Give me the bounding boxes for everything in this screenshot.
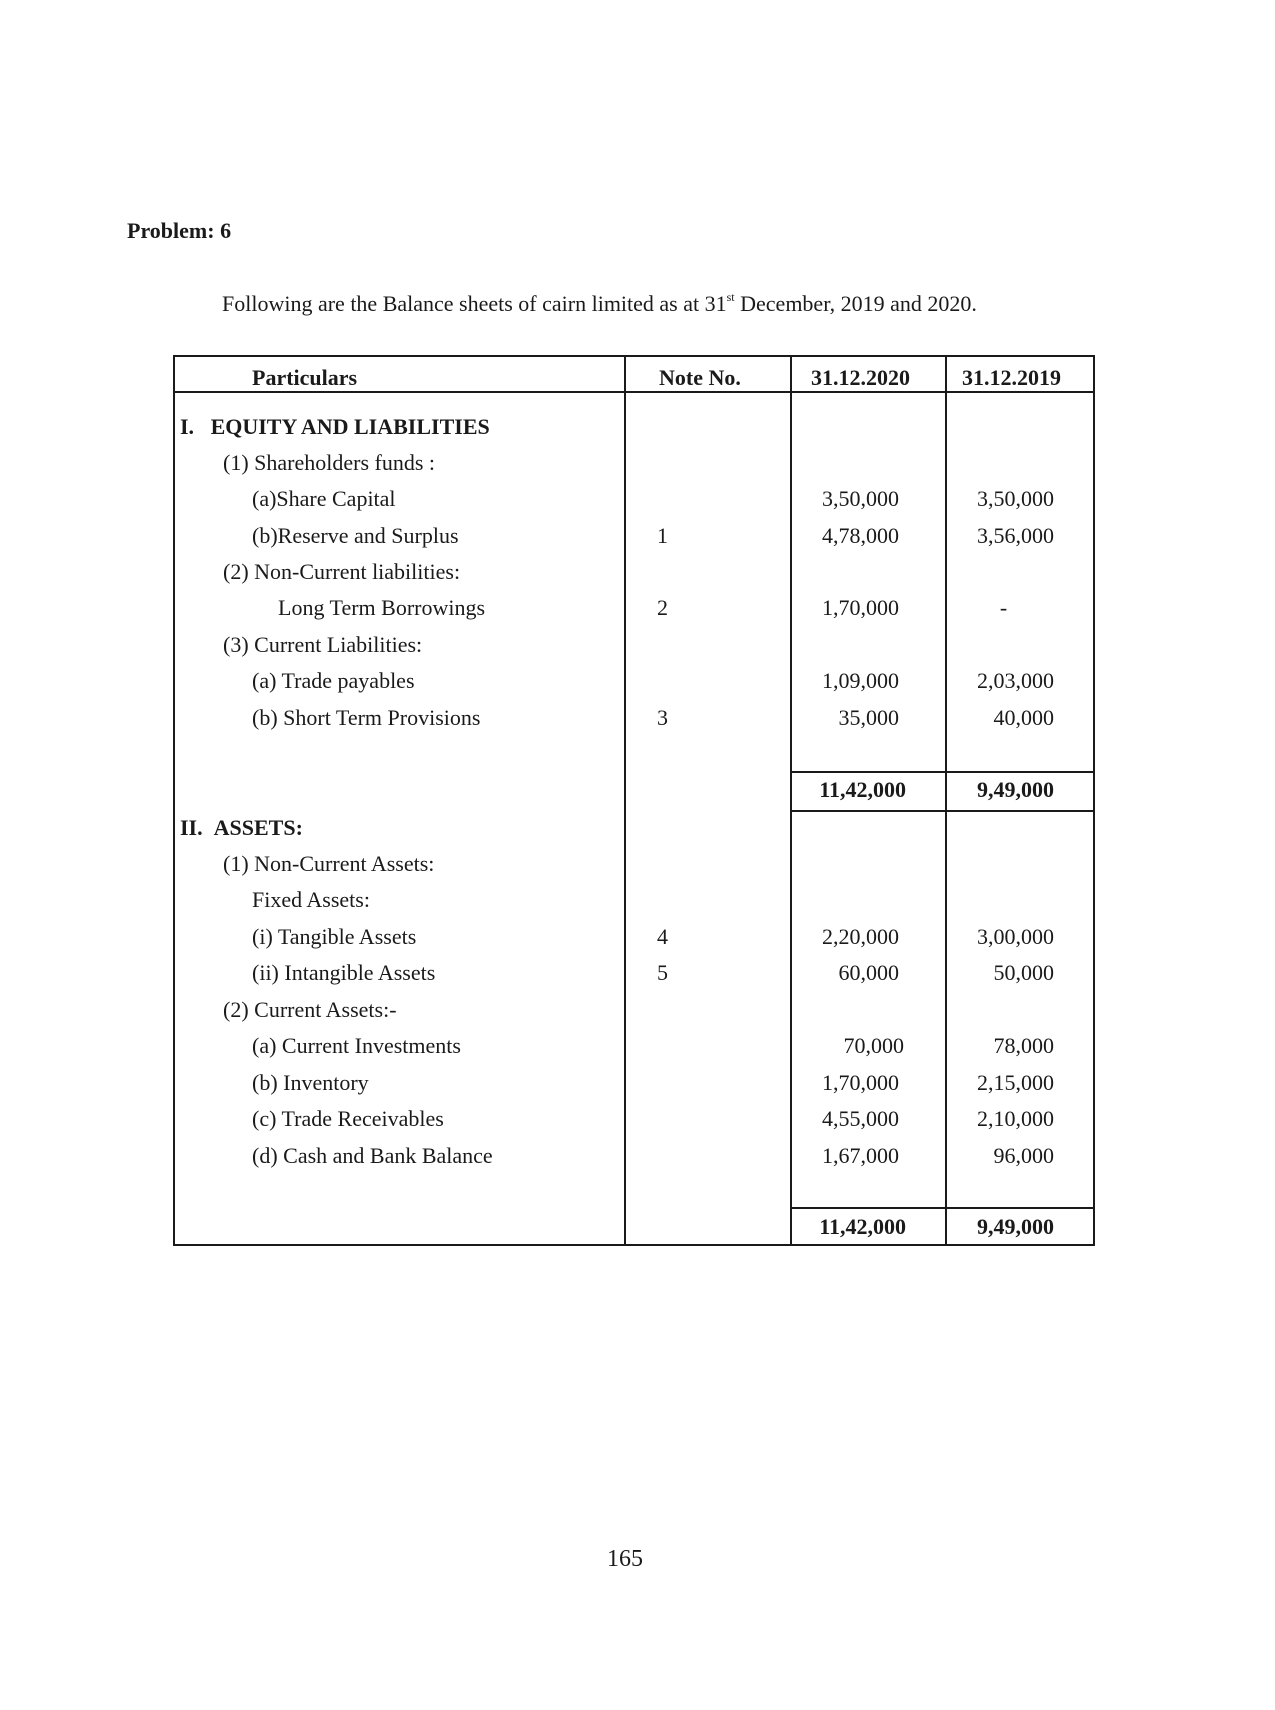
row-label: (ii) Intangible Assets — [252, 960, 436, 985]
row-note: 3 — [657, 705, 668, 730]
intro-text-end: December, 2019 and 2020. — [734, 291, 977, 316]
row-value-2019: 40,000 — [993, 705, 1054, 730]
table-border-left — [173, 355, 175, 1246]
row-value-2020: 1,09,000 — [822, 668, 899, 693]
row-value-2019: 3,50,000 — [977, 486, 1054, 511]
header-2019: 31.12.2019 — [962, 365, 1061, 390]
total-liabilities-2020: 11,42,000 — [819, 777, 906, 802]
row-label: Fixed Assets: — [252, 887, 370, 912]
section-assets: II. ASSETS: — [180, 815, 303, 840]
page-number: 165 — [607, 1546, 643, 1572]
row-value-2020: 4,78,000 — [822, 523, 899, 548]
row-value-2020: 1,70,000 — [822, 1070, 899, 1095]
table-border-top — [173, 355, 1095, 357]
assets-total-top-line — [790, 1207, 1095, 1209]
column-divider-2019 — [945, 355, 947, 1246]
row-value-2020: 1,70,000 — [822, 595, 899, 620]
row-value-2019: 2,10,000 — [977, 1106, 1054, 1131]
column-divider-2020 — [790, 355, 792, 1246]
row-value-2019: 2,03,000 — [977, 668, 1054, 693]
header-underline — [173, 391, 1095, 393]
row-label: (a) Current Investments — [252, 1033, 461, 1058]
row-label: (2) Current Assets:- — [223, 997, 397, 1022]
row-value-2019: 78,000 — [993, 1033, 1054, 1058]
header-2020: 31.12.2020 — [811, 365, 910, 390]
row-label: (b) Short Term Provisions — [252, 705, 481, 730]
total-liabilities-2019: 9,49,000 — [977, 777, 1054, 802]
section-assets-label: ASSETS: — [213, 815, 303, 840]
row-value-2019: 3,56,000 — [977, 523, 1054, 548]
intro-text: Following are the Balance sheets of cairn limited as at 31 — [222, 291, 727, 316]
row-label: (3) Current Liabilities: — [223, 632, 423, 657]
row-value-2020: 70,000 — [843, 1033, 904, 1058]
row-label: (d) Cash and Bank Balance — [252, 1143, 493, 1168]
row-label: (c) Trade Receivables — [252, 1106, 444, 1131]
row-label: (b)Reserve and Surplus — [252, 523, 459, 548]
row-value-2020: 2,20,000 — [822, 924, 899, 949]
row-note: 4 — [657, 924, 668, 949]
total-assets-2019: 9,49,000 — [977, 1214, 1054, 1239]
intro-superscript: st — [726, 290, 735, 304]
intro-paragraph — [222, 290, 977, 317]
total-assets-2020: 11,42,000 — [819, 1214, 906, 1239]
column-divider-note — [624, 355, 626, 1246]
row-label: (a)Share Capital — [252, 486, 396, 511]
row-note: 5 — [657, 960, 668, 985]
row-value-2020: 60,000 — [838, 960, 899, 985]
row-value-2020: 4,55,000 — [822, 1106, 899, 1131]
row-label: Long Term Borrowings — [278, 595, 486, 620]
row-label: (a) Trade payables — [252, 668, 415, 693]
row-value-2020: 1,67,000 — [822, 1143, 899, 1168]
header-note-no: Note No. — [659, 365, 741, 390]
liabilities-total-bottom-line — [790, 810, 1095, 812]
row-value-2020: 3,50,000 — [822, 486, 899, 511]
row-value-2019: - — [999, 595, 1008, 620]
header-particulars: Particulars — [252, 365, 358, 390]
table-border-bottom — [173, 1244, 1095, 1246]
row-value-2019: 96,000 — [993, 1143, 1054, 1168]
row-note: 1 — [657, 523, 668, 548]
row-value-2019: 2,15,000 — [977, 1070, 1054, 1095]
row-label: (b) Inventory — [252, 1070, 369, 1095]
row-label: (1) Shareholders funds : — [223, 450, 436, 475]
row-value-2019: 50,000 — [993, 960, 1054, 985]
row-label: (2) Non-Current liabilities: — [223, 559, 461, 584]
row-label: (1) Non-Current Assets: — [223, 851, 435, 876]
row-label: (i) Tangible Assets — [252, 924, 417, 949]
section-equity-liabilities: I. EQUITY AND LIABILITIES — [180, 414, 490, 439]
liabilities-total-top-line — [790, 771, 1095, 773]
problem-heading: Problem: 6 — [127, 218, 232, 243]
row-note: 2 — [657, 595, 668, 620]
section-equity-label: EQUITY AND LIABILITIES — [210, 414, 490, 439]
table-border-right — [1093, 355, 1095, 1246]
row-value-2019: 3,00,000 — [977, 924, 1054, 949]
balance-sheet-table — [173, 355, 1095, 1246]
row-value-2020: 35,000 — [838, 705, 899, 730]
